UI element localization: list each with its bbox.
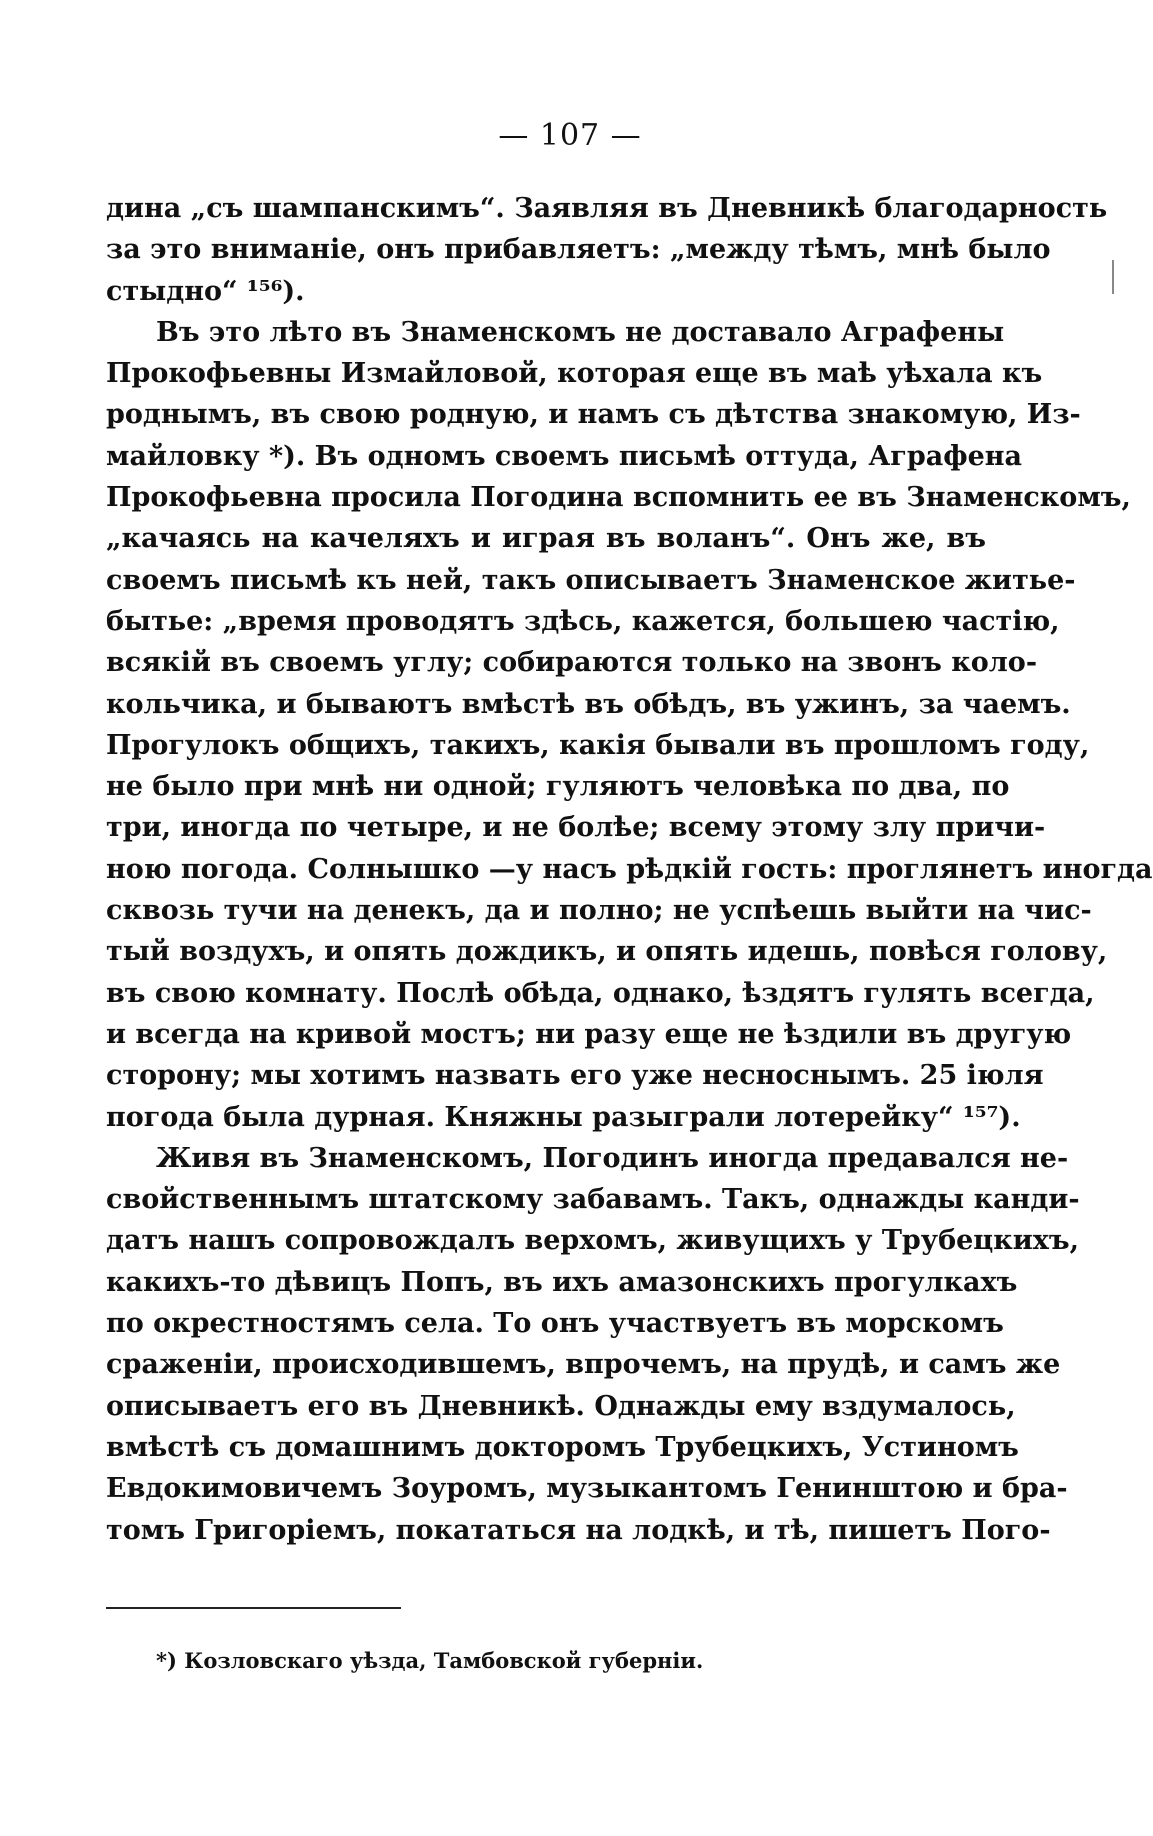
text-line: описываетъ его въ Дневникѣ. Однажды ему вздумалось,	[106, 1390, 1016, 1422]
text-line: за это вниманіе, онъ прибавляетъ: „между тѣмъ, мнѣ было	[106, 234, 1051, 266]
text-line: роднымъ, въ свою родную, и намъ съ дѣтства знакомую, Из-	[106, 399, 1081, 431]
text-line: Въ это лѣто въ Знаменскомъ не доставало Аграфены	[156, 316, 1005, 348]
text-line: Прокофьевна просила Погодина вспомнить ее въ Знаменскомъ,	[106, 482, 1131, 514]
footnote-divider	[106, 1607, 401, 1609]
text-line: какихъ-то дѣвицъ Попъ, въ ихъ амазонскихъ прогулкахъ	[106, 1266, 1018, 1298]
text-line: сторону; мы хотимъ назвать его уже несноснымъ. 25 іюля	[106, 1060, 1044, 1092]
text-line: стыдно“ ¹⁵⁶).	[106, 275, 305, 307]
text-line: свойственнымъ штатскому забавамъ. Такъ, однажды канди-	[106, 1184, 1080, 1216]
text-line: своемъ письмѣ къ ней, такъ описываетъ Знаменское житье-	[106, 564, 1076, 596]
text-line: „качаясь на качеляхъ и играя въ воланъ“. Онъ же, въ	[106, 523, 986, 555]
text-line: дина „съ шампанскимъ“. Заявляя въ Дневникѣ благодарность	[106, 193, 1108, 224]
text-line: Евдокимовичемъ Зоуромъ, музыкантомъ Генинштою и бра-	[106, 1473, 1068, 1505]
text-line: бытье: „время проводятъ здѣсь, кажется, большею частію,	[106, 605, 1060, 637]
text-line: въ свою комнату. Послѣ обѣда, однако, ѣздятъ гулять всегда,	[106, 977, 1095, 1009]
text-line: томъ Григоріемъ, покататься на лодкѣ, и тѣ, пишетъ Пого-	[106, 1514, 1051, 1546]
page-number: — 107 —	[498, 118, 642, 153]
text-line: Прокофьевны Измайловой, которая еще въ маѣ уѣхала къ	[106, 358, 1043, 390]
scan-edge-mark	[1112, 260, 1114, 294]
text-line: не было при мнѣ ни одной; гуляютъ человѣка по два, по	[106, 771, 1010, 803]
text-line: кольчика, и бываютъ вмѣстѣ въ обѣдъ, въ ужинъ, за чаемъ.	[106, 688, 1071, 720]
footnote: *) Козловскаго уѣзда, Тамбовской губерніи.	[156, 1648, 704, 1673]
body-text	[106, 188, 1153, 1551]
text-line: погода была дурная. Княжны разыграли лотерейку“ ¹⁵⁷).	[106, 1101, 1021, 1133]
text-line: три, иногда по четыре, и не болѣе; всему этому злу причи-	[106, 812, 1046, 844]
text-line: и всегда на кривой мостъ; ни разу еще не ѣздили въ другую	[106, 1018, 1072, 1050]
text-line: тый воздухъ, и опять дождикъ, и опять идешь, повѣся голову,	[106, 936, 1108, 968]
text-line: Прогулокъ общихъ, такихъ, какія бывали въ прошломъ году,	[106, 729, 1090, 761]
text-line: сраженіи, происходившемъ, впрочемъ, на прудѣ, и самъ же	[106, 1349, 1061, 1381]
text-line: датъ нашъ сопровождалъ верхомъ, живущихъ у Трубецкихъ,	[106, 1225, 1079, 1257]
text-line: вмѣстѣ съ домашнимъ докторомъ Трубецкихъ, Устиномъ	[106, 1431, 1019, 1463]
text-line: сквозь тучи на денекъ, да и полно; не успѣешь выйти на чис-	[106, 895, 1092, 927]
text-line: всякій въ своемъ углу; собираются только на звонъ коло-	[106, 647, 1038, 679]
text-line: Живя въ Знаменскомъ, Погодинъ иногда предавался не-	[156, 1142, 1069, 1174]
text-line: майловку *). Въ одномъ своемъ письмѣ оттуда, Аграфена	[106, 440, 1023, 472]
text-line: ною погода. Солнышко —у насъ рѣдкій гость: проглянетъ иногда	[106, 853, 1153, 885]
text-line: по окрестностямъ села. То онъ участвуетъ въ морскомъ	[106, 1308, 1004, 1340]
